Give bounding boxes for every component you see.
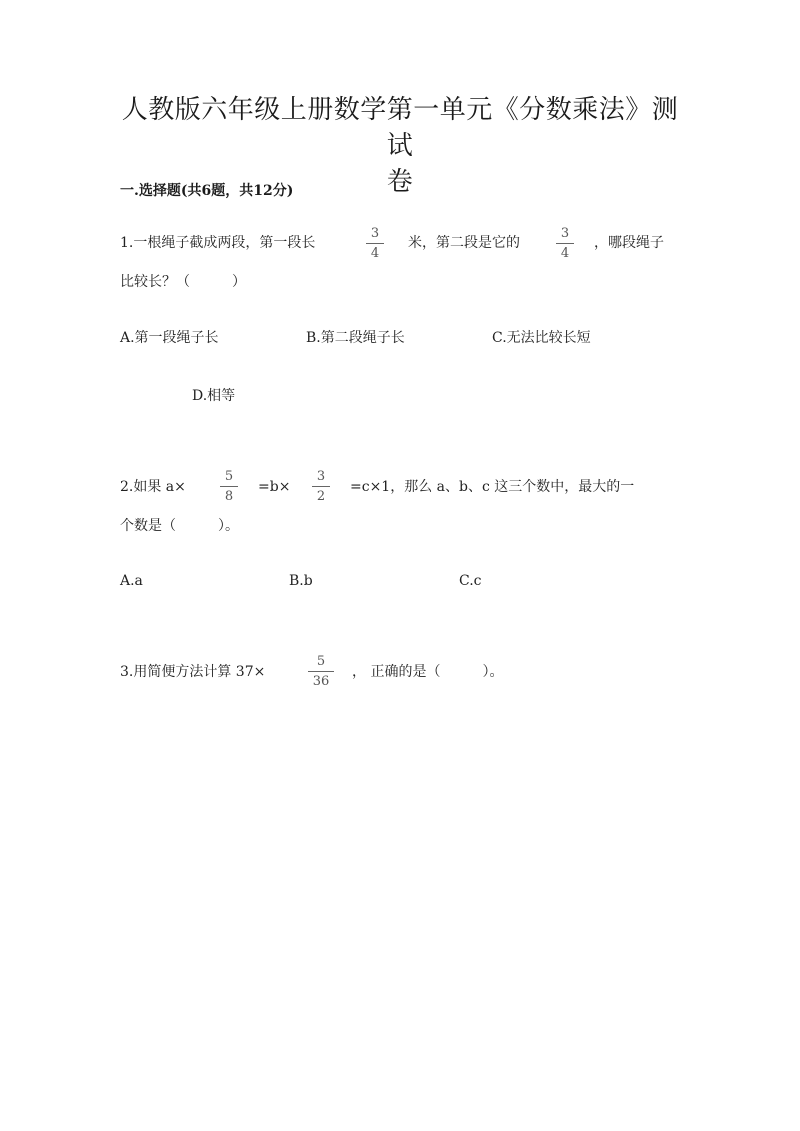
section-heading: 一.选择题(共6题，共12分) — [120, 183, 294, 199]
fraction-denominator: 4 — [370, 246, 380, 261]
question-2-option-b[interactable]: B.b — [289, 573, 313, 589]
question-2-text-b: =b× — [258, 479, 291, 495]
question-1-option-d[interactable]: D.相等 — [192, 388, 236, 404]
question-1-text-a: 1.一根绳子截成两段，第一段长 — [120, 235, 316, 251]
fraction-bar — [366, 243, 384, 244]
question-1-line-2: 比较长？（ ） — [120, 274, 246, 290]
question-1-fraction-2 — [556, 226, 574, 261]
question-1-option-a[interactable]: A.第一段绳子长 — [120, 330, 219, 346]
question-3-text-a: 3.用简便方法计算 37× — [120, 664, 266, 680]
question-1-option-c[interactable]: C.无法比较长短 — [492, 330, 591, 346]
question-1-option-b[interactable]: B.第二段绳子长 — [306, 330, 405, 346]
question-2-option-c[interactable]: C.c — [459, 573, 482, 589]
question-2-fraction-2 — [312, 469, 330, 504]
question-2-text-c: =c×1，那么 a、b、c 这三个数中，最大的一 — [350, 479, 635, 495]
fraction-numerator: 3 — [560, 226, 570, 241]
fraction-denominator: 36 — [312, 674, 330, 689]
fraction-bar — [220, 486, 238, 487]
fraction-denominator: 4 — [560, 246, 570, 261]
question-3-text-b: ， 正确的是（ ）。 — [352, 664, 504, 680]
question-2-option-a[interactable]: A.a — [120, 573, 143, 589]
fraction-numerator: 5 — [224, 469, 234, 484]
fraction-bar — [312, 486, 330, 487]
question-1-text-c: ，哪段绳子 — [594, 235, 664, 251]
fraction-numerator: 3 — [370, 226, 380, 241]
title-line-1: 人教版六年级上册数学第一单元《分数乘法》测试 — [121, 95, 679, 161]
question-2-text-a: 2.如果 a× — [120, 479, 186, 495]
fraction-bar — [556, 243, 574, 244]
question-1-line-1 — [120, 233, 315, 253]
question-2-fraction-1 — [220, 469, 238, 504]
fraction-numerator: 5 — [316, 654, 326, 669]
question-2-line-2: 个数是（ ）。 — [120, 518, 239, 534]
question-1-text-b: 米，第二段是它的 — [408, 235, 520, 251]
fraction-denominator: 8 — [224, 489, 234, 504]
fraction-numerator: 3 — [316, 469, 326, 484]
question-1-fraction-1 — [366, 226, 384, 261]
fraction-denominator: 2 — [316, 489, 326, 504]
fraction-bar — [308, 671, 334, 672]
question-3-fraction-1 — [308, 654, 334, 689]
title-line-2: 卷 — [386, 167, 414, 197]
